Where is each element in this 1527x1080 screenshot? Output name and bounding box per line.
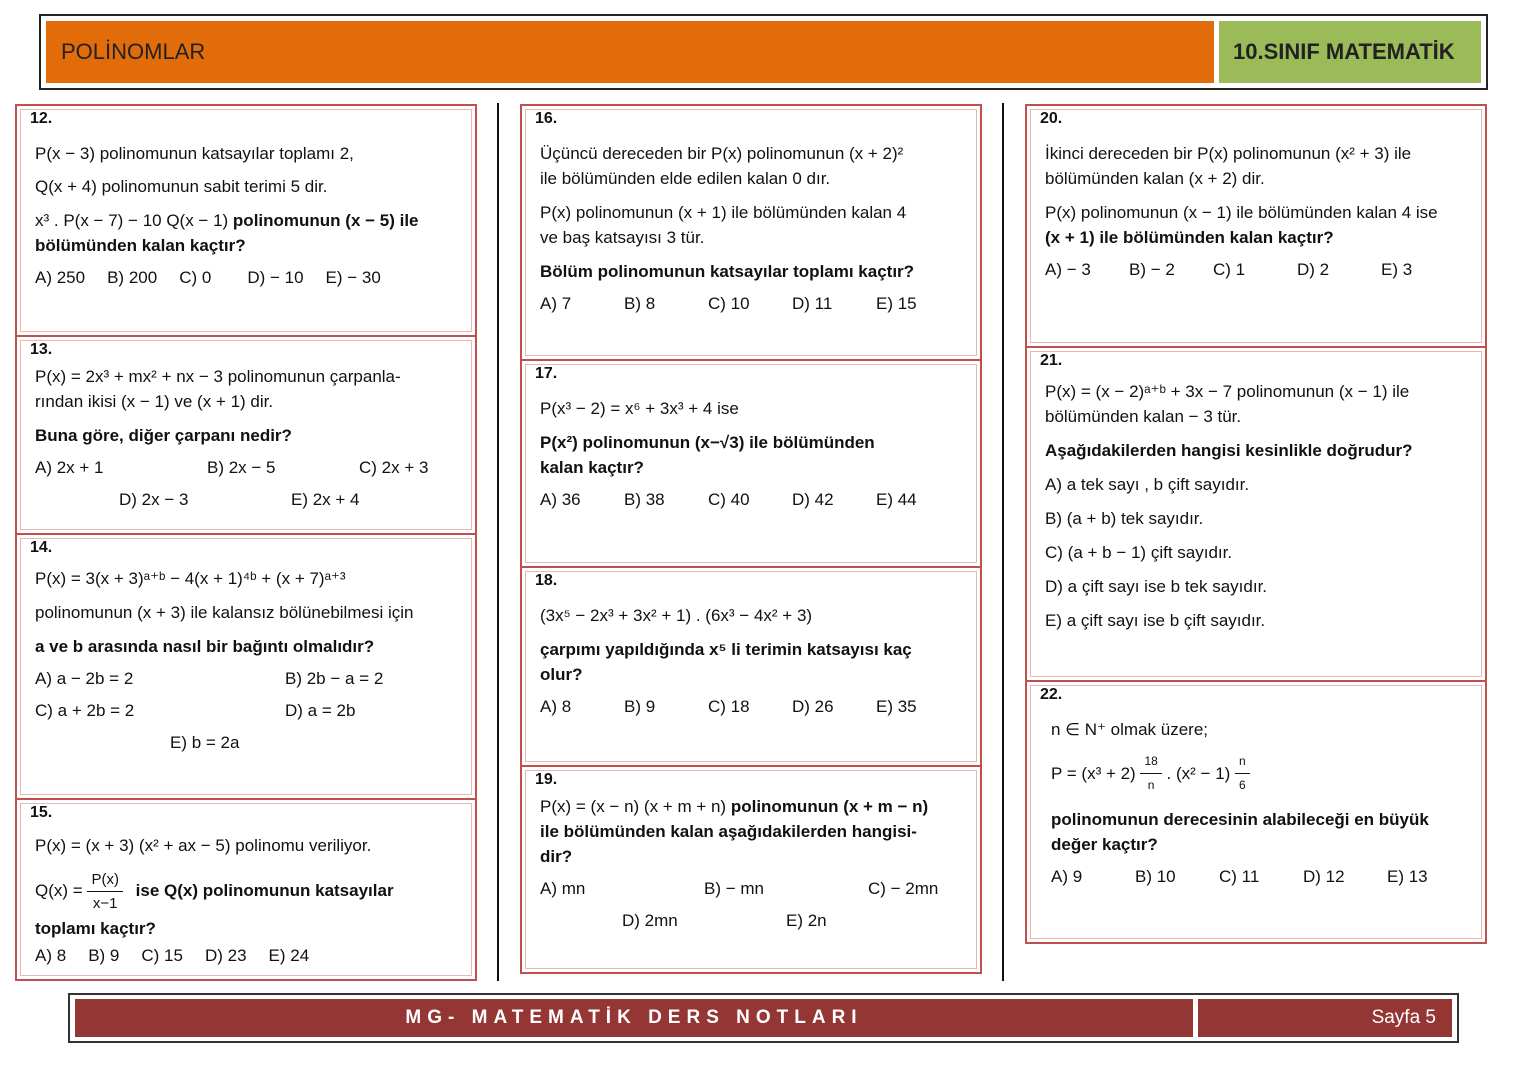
option-e[interactable]: E) − 30 [325, 268, 381, 287]
answer-options [536, 879, 980, 943]
question-number: 16. [535, 110, 558, 127]
option-c[interactable]: C) 10 [708, 294, 750, 313]
question-number: 17. [535, 365, 558, 382]
option-c[interactable]: C) 18 [708, 697, 750, 716]
column-divider-2 [1002, 103, 1004, 981]
option-e[interactable]: E) 3 [1381, 260, 1413, 279]
option-b[interactable]: B) 9 [624, 697, 656, 716]
question-text: Q(x + 4) polinomunun sabit terimi 5 dir. [35, 177, 328, 196]
header-title: POLİNOMLAR [46, 21, 1214, 83]
question-text: ile bölümünden elde edilen kalan 0 dır. [540, 169, 831, 188]
question-number: 15. [30, 804, 53, 821]
option-d[interactable]: D) 26 [792, 697, 834, 716]
question-prompt: kalan kaçtır? [540, 458, 644, 477]
answer-options [31, 946, 475, 978]
option-a[interactable]: A) mn [540, 879, 586, 898]
option-c[interactable]: C) 1 [1213, 260, 1246, 279]
question-text: bölümünden kalan − 3 tür. [1045, 407, 1242, 426]
option-d[interactable]: D) 2mn [622, 911, 678, 930]
question-text: P(x) polinomunun (x + 1) ile bölümünden kalan 4 [540, 203, 907, 222]
option-b[interactable]: B) 8 [624, 294, 656, 313]
question-text: ve baş katsayısı 3 tür. [540, 228, 705, 247]
option-c[interactable]: C) 11 [1219, 867, 1260, 886]
question-17 [520, 359, 982, 568]
question-text: P(x) polinomunun (x − 1) ile bölümünden kalan 4 ise [1045, 203, 1438, 222]
option-c[interactable]: C) a + 2b = 2 [35, 701, 135, 720]
question-number: 14. [30, 539, 53, 556]
option-b[interactable]: B) − 2 [1129, 260, 1175, 279]
option-d[interactable]: D) a çift sayı ise b tek sayıdır. [1045, 577, 1268, 596]
option-d[interactable]: D) 42 [792, 490, 834, 509]
option-b[interactable]: B) 9 [88, 946, 120, 965]
option-c[interactable]: C) − 2mn [868, 879, 939, 898]
option-a[interactable]: A) 8 [540, 697, 572, 716]
question-text: P(x) = (x − n) (x + m + n) polinomunun (x + m − n) [540, 797, 929, 816]
option-a[interactable]: A) a tek sayı , b çift sayıdır. [1045, 475, 1250, 494]
option-e[interactable]: E) a çift sayı ise b çift sayıdır. [1045, 611, 1266, 630]
option-e[interactable]: E) 2x + 4 [291, 490, 360, 509]
answer-options [31, 268, 475, 300]
question-prompt: Aşağıdakilerden hangisi kesinlikle doğrudur? [1045, 441, 1413, 460]
answer-options [536, 697, 980, 729]
question-prompt: (x + 1) ile bölümünden kalan kaçtır? [1045, 228, 1334, 247]
option-d[interactable]: D) 2 [1297, 260, 1330, 279]
page-header [39, 14, 1488, 90]
option-a[interactable]: A) 2x + 1 [35, 458, 104, 477]
question-text: n ∈ N⁺ olmak üzere; [1051, 720, 1209, 739]
option-b[interactable]: B) − mn [704, 879, 764, 898]
answer-options [536, 490, 980, 522]
option-a[interactable]: A) 36 [540, 490, 581, 509]
question-text: P(x³ − 2) = x⁶ + 3x³ + 4 ise [540, 399, 739, 418]
exponent-fraction: $\frac{n}{6}$ [1235, 750, 1250, 797]
question-text: P(x) = 3(x + 3)ᵃ⁺ᵇ − 4(x + 1)⁴ᵇ + (x + 7)ᵃ⁺³ [35, 569, 346, 588]
question-20 [1025, 104, 1487, 348]
option-e[interactable]: E) 13 [1387, 867, 1428, 886]
option-d[interactable]: D) 2x − 3 [119, 490, 189, 509]
option-e[interactable]: E) 44 [876, 490, 917, 509]
option-d[interactable]: D) − 10 [247, 268, 304, 287]
option-b[interactable]: B) 2b − a = 2 [285, 669, 384, 688]
question-text: rından ikisi (x − 1) ve (x + 1) dir. [35, 392, 274, 411]
page-number: Sayfa 5 [1198, 999, 1452, 1037]
option-a[interactable]: A) 7 [540, 294, 572, 313]
question-text: İkinci dereceden bir P(x) polinomunun (x² + 3) ile [1045, 144, 1412, 163]
option-d[interactable]: D) 12 [1303, 867, 1345, 886]
question-number: 22. [1040, 686, 1063, 703]
question-prompt: Bölüm polinomunun katsayılar toplamı kaçtır? [540, 262, 915, 281]
question-16 [520, 104, 982, 361]
option-d[interactable]: D) a = 2b [285, 701, 356, 720]
answer-options [1041, 867, 1485, 899]
question-prompt: değer kaçtır? [1051, 835, 1158, 854]
question-prompt: ile bölümünden kalan aşağıdakilerden hangisi- [540, 822, 917, 841]
question-number: 18. [535, 572, 558, 589]
header-grade: 10.SINIF MATEMATİK [1219, 21, 1481, 83]
question-prompt: P(x²) polinomunun (x−√3) ile bölümünden [540, 433, 875, 452]
option-a[interactable]: A) 9 [1051, 867, 1083, 886]
question-prompt: Buna göre, diğer çarpanı nedir? [35, 426, 292, 445]
option-e[interactable]: E) 15 [876, 294, 917, 313]
question-21 [1025, 346, 1487, 682]
question-text: P(x) = (x − 2)ᵃ⁺ᵇ + 3x − 7 polinomunun (x − 1) ile [1045, 382, 1410, 401]
question-14 [15, 533, 477, 800]
question-15 [15, 798, 477, 981]
page-footer [68, 993, 1459, 1043]
answer-options [31, 669, 475, 765]
option-b[interactable]: B) 200 [107, 268, 158, 287]
option-a[interactable]: A) a − 2b = 2 [35, 669, 134, 688]
question-number: 13. [30, 341, 53, 358]
question-text: P(x) = (x + 3) (x² + ax − 5) polinomu veriliyor. [35, 836, 372, 855]
question-19 [520, 765, 982, 974]
question-prompt: toplamı kaçtır? [35, 919, 156, 938]
option-e[interactable]: E) 2n [786, 911, 827, 930]
option-c[interactable]: C) 15 [141, 946, 183, 965]
answer-options [31, 458, 475, 522]
question-text: (3x⁵ − 2x³ + 3x² + 1) . (6x³ − 4x² + 3) [540, 606, 813, 625]
question-prompt: çarpımı yapıldığında x⁵ li terimin katsayısı kaç [540, 640, 912, 659]
option-d[interactable]: D) 11 [792, 294, 833, 313]
option-b[interactable]: B) (a + b) tek sayıdır. [1045, 509, 1204, 528]
fraction: $\frac{P(x)}{x-1}$ [87, 868, 123, 915]
option-c[interactable]: C) 40 [708, 490, 750, 509]
option-e[interactable]: E) 35 [876, 697, 917, 716]
option-e[interactable]: E) b = 2a [170, 733, 240, 752]
question-text: P(x − 3) polinomunun katsayılar toplamı 2, [35, 144, 354, 163]
option-a[interactable]: A) − 3 [1045, 260, 1091, 279]
option-a[interactable]: A) 8 [35, 946, 67, 965]
footer-title: MG- MATEMATİK DERS NOTLARI [75, 999, 1193, 1037]
option-d[interactable]: D) 23 [204, 946, 247, 965]
option-c[interactable]: C) 0 [179, 268, 212, 287]
question-prompt: bölümünden kalan kaçtır? [35, 236, 246, 255]
option-a[interactable]: A) 250 [35, 268, 86, 287]
option-c[interactable]: C) (a + b − 1) çift sayıdır. [1045, 543, 1233, 562]
question-text: P(x) = 2x³ + mx² + nx − 3 polinomunun çarpanla- [35, 367, 401, 386]
option-b[interactable]: B) 38 [624, 490, 665, 509]
option-e[interactable]: E) 24 [268, 946, 310, 965]
option-c[interactable]: C) 2x + 3 [359, 458, 429, 477]
question-prompt: olur? [540, 665, 583, 684]
question-number: 20. [1040, 110, 1063, 127]
question-text: polinomunun (x + 3) ile kalansız bölünebilmesi için [35, 603, 414, 622]
question-text: Q(x) = $\frac{P(x)}{x-1}$ ise Q(x) polinomunun katsayılar [31, 868, 475, 915]
question-text: Üçüncü dereceden bir P(x) polinomunun (x + 2)² [540, 144, 904, 163]
option-b[interactable]: B) 10 [1135, 867, 1176, 886]
question-18 [520, 566, 982, 767]
column-divider-1 [497, 103, 499, 981]
question-text: bölümünden kalan (x + 2) dir. [1045, 169, 1265, 188]
question-text: x³ . P(x − 7) − 10 Q(x − 1) polinomunun (x − 5) ile [35, 211, 419, 230]
question-number: 21. [1040, 352, 1063, 369]
option-b[interactable]: B) 2x − 5 [207, 458, 276, 477]
question-prompt: polinomunun derecesinin alabileceği en büyük [1051, 810, 1429, 829]
exponent-fraction: $\frac{18}{n}$ [1140, 750, 1161, 797]
question-number: 12. [30, 110, 53, 127]
question-prompt: a ve b arasında nasıl bir bağıntı olmalıdır? [35, 637, 375, 656]
answer-options [536, 294, 980, 326]
question-prompt: dir? [540, 847, 573, 866]
question-13 [15, 335, 477, 535]
question-22 [1025, 680, 1487, 944]
question-number: 19. [535, 771, 558, 788]
question-12 [15, 104, 477, 337]
answer-options [1041, 260, 1485, 292]
question-text: P = (x³ + 2) $\frac{18}{n}$ . (x² − 1) $\frac{n}{6}$ [1041, 750, 1485, 797]
